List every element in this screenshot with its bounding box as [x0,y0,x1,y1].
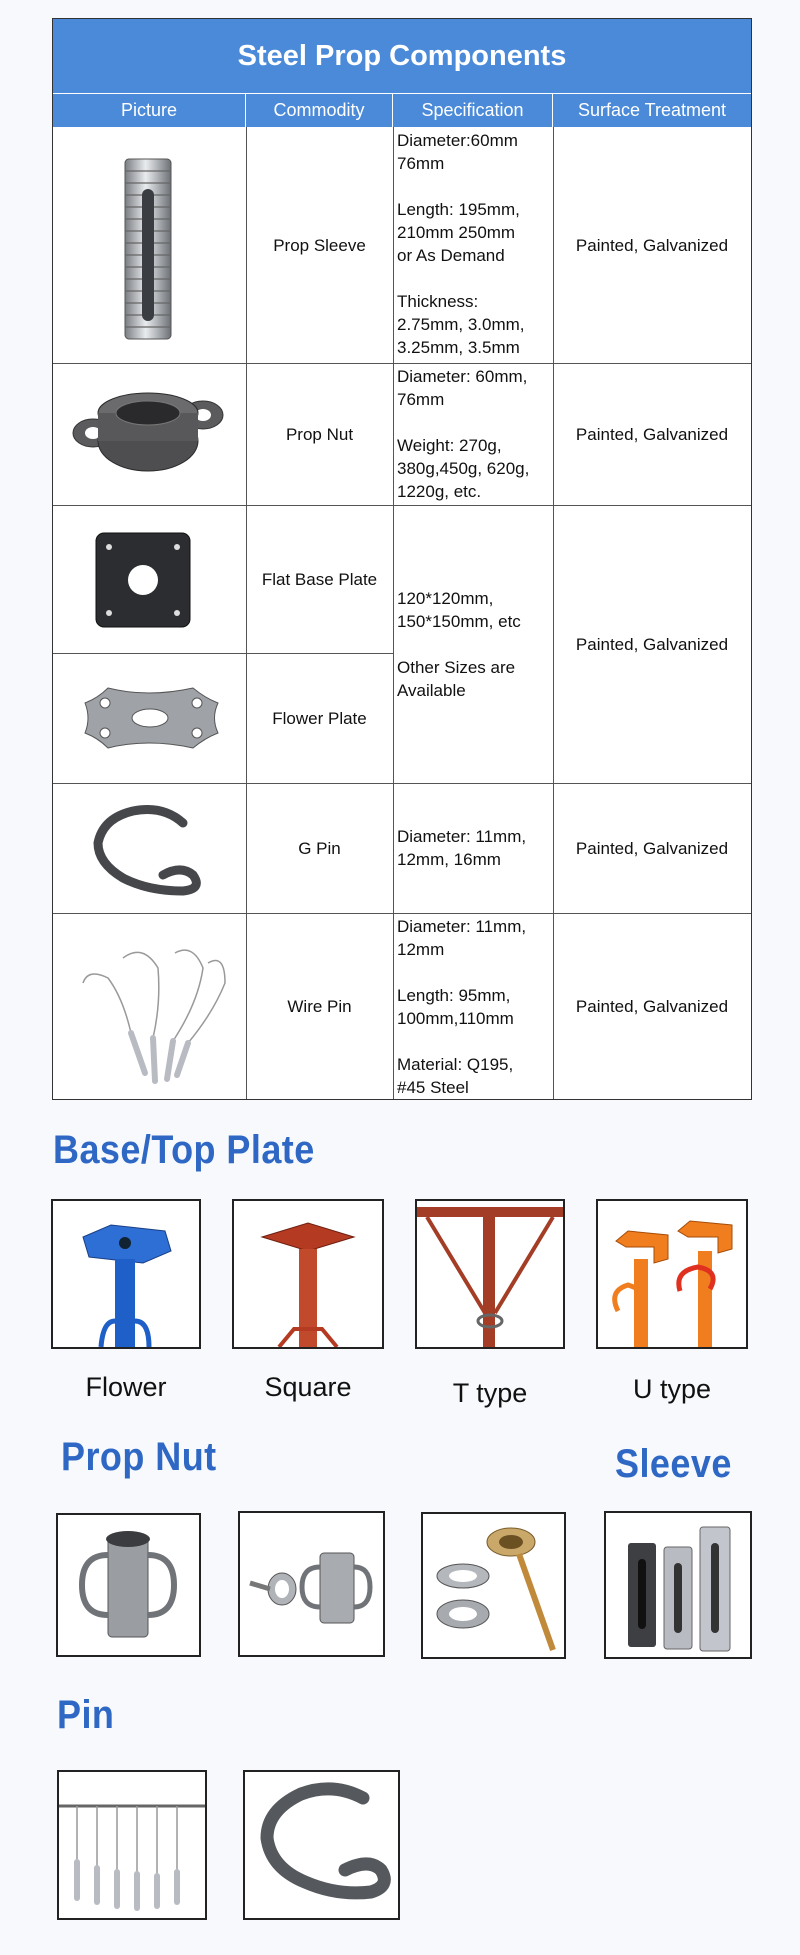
spec-prop-sleeve: Diameter:60mm 76mm Length: 195mm, 210mm 250mm or As Demand Thickness: 2.75mm, 3.0mm, 3.25mm, 3.5mm [397,131,525,357]
spec-wire-pin: Diameter: 11mm, 12mm Length: 95mm, 100mm,110mm Material: Q195, #45 Steel [397,917,527,1097]
commodity-flower-plate: Flower Plate [272,708,367,728]
square-top-plate-photo [232,1199,384,1349]
g-pin-photo [243,1770,400,1920]
spec-plates [393,505,553,783]
section-title-sleeve: Sleeve [615,1442,732,1486]
spec-g-pin [393,783,553,913]
section-title-prop-nut: Prop Nut [61,1435,217,1479]
components-table [52,18,752,1100]
u-type-head-photo [596,1199,748,1349]
g-pin-image [53,783,246,913]
caption-square: Square [264,1372,352,1402]
t-type-head-photo [415,1199,565,1349]
surface-plates: Painted, Galvanized [575,634,729,654]
commodity-g-pin: G Pin [298,838,341,858]
caption-t-type: T type [452,1378,528,1408]
prop-nut-handle-photo [56,1513,201,1657]
header-commodity: Commodity [246,93,393,127]
surface-prop-sleeve: Painted, Galvanized [575,235,729,255]
surface-prop-nut: Painted, Galvanized [575,424,729,444]
section-title-pin: Pin [57,1693,115,1737]
prop-sleeve-image [53,127,246,363]
commodity-prop-sleeve: Prop Sleeve [273,235,366,255]
header-picture: Picture [53,93,246,127]
prop-nut-image [53,363,246,505]
spec-prop-nut: Diameter: 60mm, 76mm Weight: 270g, 380g,450g, 620g, 1220g, etc. [397,367,530,501]
wire-pin-hanging-photo [57,1770,207,1920]
caption-flower: Flower [85,1372,167,1402]
caption-u-type: U type [632,1374,712,1404]
surface-wire-pin: Painted, Galvanized [575,996,729,1016]
surface-g-pin: Painted, Galvanized [575,838,729,858]
section-title-base-top-plate: Base/Top Plate [53,1128,315,1172]
wire-pin-image [53,913,246,1099]
flat-base-plate-image [53,505,246,653]
spec-g-pin-text: Diameter: 11mm, 12mm, 16mm [397,827,527,869]
prop-nut-cup-photo [421,1512,566,1659]
spec-plates-text: 120*120mm, 150*150mm, etc Other Sizes are Available [397,588,521,700]
prop-nut-open-photo [238,1511,385,1657]
flower-plate-image [53,653,246,783]
commodity-wire-pin: Wire Pin [287,996,352,1016]
commodity-flat-base-plate: Flat Base Plate [261,569,378,589]
table-title: Steel Prop Components [53,19,751,93]
header-surface-treatment: Surface Treatment [553,93,751,127]
sleeve-photo [604,1511,752,1659]
flower-top-plate-photo [51,1199,201,1349]
commodity-prop-nut: Prop Nut [285,424,354,444]
header-specification: Specification [393,93,553,127]
